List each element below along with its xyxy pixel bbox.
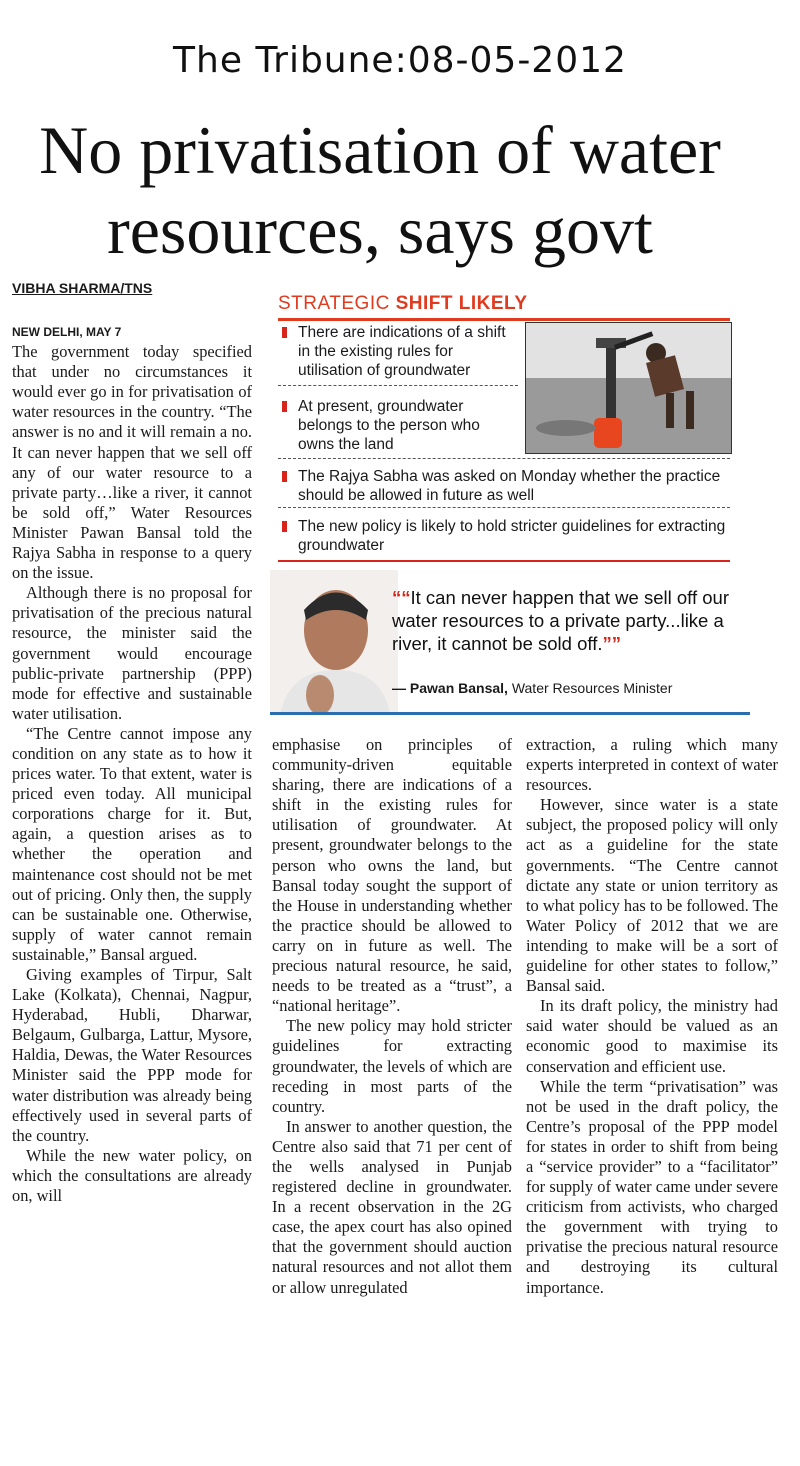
divider (278, 385, 518, 386)
quote-bottom-rule (270, 712, 750, 715)
sidebar-bullet-3: The Rajya Sabha was asked on Monday whether the practice should be allowed in future as well (278, 467, 750, 505)
paragraph: Giving examples of Tirpur, Salt Lake (Kolkata), Chennai, Nagpur, Hyderabad, Hubli, Dharwar, Belgaum, Gulbarga, Lattur, Mysore, Haldia, Dewas, the Water Resources Minister said the PPP mode for water distribution was already being effectively used in several parts of the country. (12, 965, 252, 1145)
article-column-1 (12, 322, 252, 1206)
paragraph: However, since water is a state subject, the proposed policy will only act as a guideline for the state governments. “The Centre cannot dictate any state or union territory as to what policy has to be followed. The Water Policy of 2012 that we are intending to make will be a sort of guideline for other states to follow,” Bansal said. (526, 795, 778, 996)
attribution-title: Water Resources Minister (511, 680, 673, 696)
paragraph: In its draft policy, the ministry had said water should be valued as an economic good to maximise its conservation and efficient use. (526, 996, 778, 1076)
photo-illustration (526, 323, 731, 453)
attribution-name: — Pawan Bansal, (392, 680, 508, 696)
paragraph: In answer to another question, the Centre also said that 71 per cent of the wells analysed in Punjab registered decline in groundwater. In a recent observation in the 2G case, the apex court has also opined that the government should auction natural resources and not allot them or allow unregulated (272, 1116, 512, 1297)
paragraph: “The Centre cannot impose any condition on any state as to how it prices water. To that extent, water is priced even today. All municipal corporations charge for it. But, again, a question arises as to whether the operation and maintenance cost should not be met out of pricing. Only then, the supply can be sustainable one. Otherwise, supply of water cannot remain sustainable,” Bansal argued. (12, 723, 252, 964)
divider (278, 458, 730, 459)
paragraph: extraction, a ruling which many experts interpreted in context of water resources. (526, 735, 778, 795)
sidebar-bullet-2: At present, groundwater belongs to the person who owns the land (278, 397, 520, 454)
divider (278, 507, 730, 508)
paragraph: While the term “privatisation” was not be used in the draft policy, the Centre’s proposal of the PPP model for states in order to shift from being a “service provider” to a “facilitator” for supply of water came under severe criticism from activists, who charged the government with trying to privatise the precious natural resource and destroying its cultural importance. (526, 1076, 778, 1297)
dateline: NEW DELHI, MAY 7 (12, 325, 122, 339)
pull-quote (392, 586, 742, 655)
paragraph: emphasise on principles of community-driven equitable sharing, there are indications of a shift in the existing rules for utilisation of groundwater. At present, groundwater belongs to the person who owns the land, but Bansal today sought the support of the House in understanding whether the practice should be allowed to carry on in future as well. The precious natural resource, he said, needs to be treated as a “trust”, a “national heritage”. (272, 735, 512, 1016)
sidebar-title (278, 293, 528, 315)
paragraph: While the new water policy, on which the consultations are already on, will (12, 1145, 252, 1206)
byline: VIBHA SHARMA/TNS (12, 280, 153, 296)
article-column-3 (526, 735, 778, 1298)
sidebar-title-part1: STRATEGIC (278, 293, 390, 314)
sidebar-title-part2: SHIFT LIKELY (395, 293, 528, 314)
groundwater-photo (525, 322, 732, 454)
quote-attribution (392, 680, 672, 696)
sidebar-bullet-4: The new policy is likely to hold stricter guidelines for extracting groundwater (278, 517, 750, 555)
article-column-2 (272, 735, 512, 1298)
pawan-bansal-portrait (270, 570, 398, 714)
paragraph: The government today specified that under no circumstances it would ever go in for privatisation of water resources in the country. “The answer is no and it will remain a no. It can never happen that we sell off any of our water resource to a private party…like a river, it cannot be sold off,” Water Resources Minister Pawan Bansal told the Rajya Sabha in response to a query on the issue. (12, 342, 252, 583)
masthead: The Tribune:08-05-2012 (173, 40, 627, 81)
open-quote-mark: ““ (392, 587, 411, 608)
sidebar-bottom-rule (278, 560, 730, 562)
headline-line-1: No privatisation of water (39, 112, 721, 188)
paragraph: The new policy may hold stricter guidelines for extracting groundwater, the levels of which are receding in most parts of the country. (272, 1016, 512, 1116)
portrait-illustration (270, 570, 398, 714)
sidebar-bullet-1: There are indications of a shift in the existing rules for utilisation of groundwater (278, 323, 520, 380)
pull-quote-text: It can never happen that we sell off our water resources to a private party...like a river, it cannot be sold off. (392, 587, 729, 654)
sidebar-title-rule (278, 318, 730, 321)
close-quote-mark: ”” (602, 633, 621, 654)
headline-line-2: resources, says govt (107, 192, 653, 268)
paragraph: Although there is no proposal for privatisation of the precious natural resource, the minister said the government would encourage public-private partnership (PPP) mode for effective and sustainable water utilisation. (12, 583, 252, 723)
